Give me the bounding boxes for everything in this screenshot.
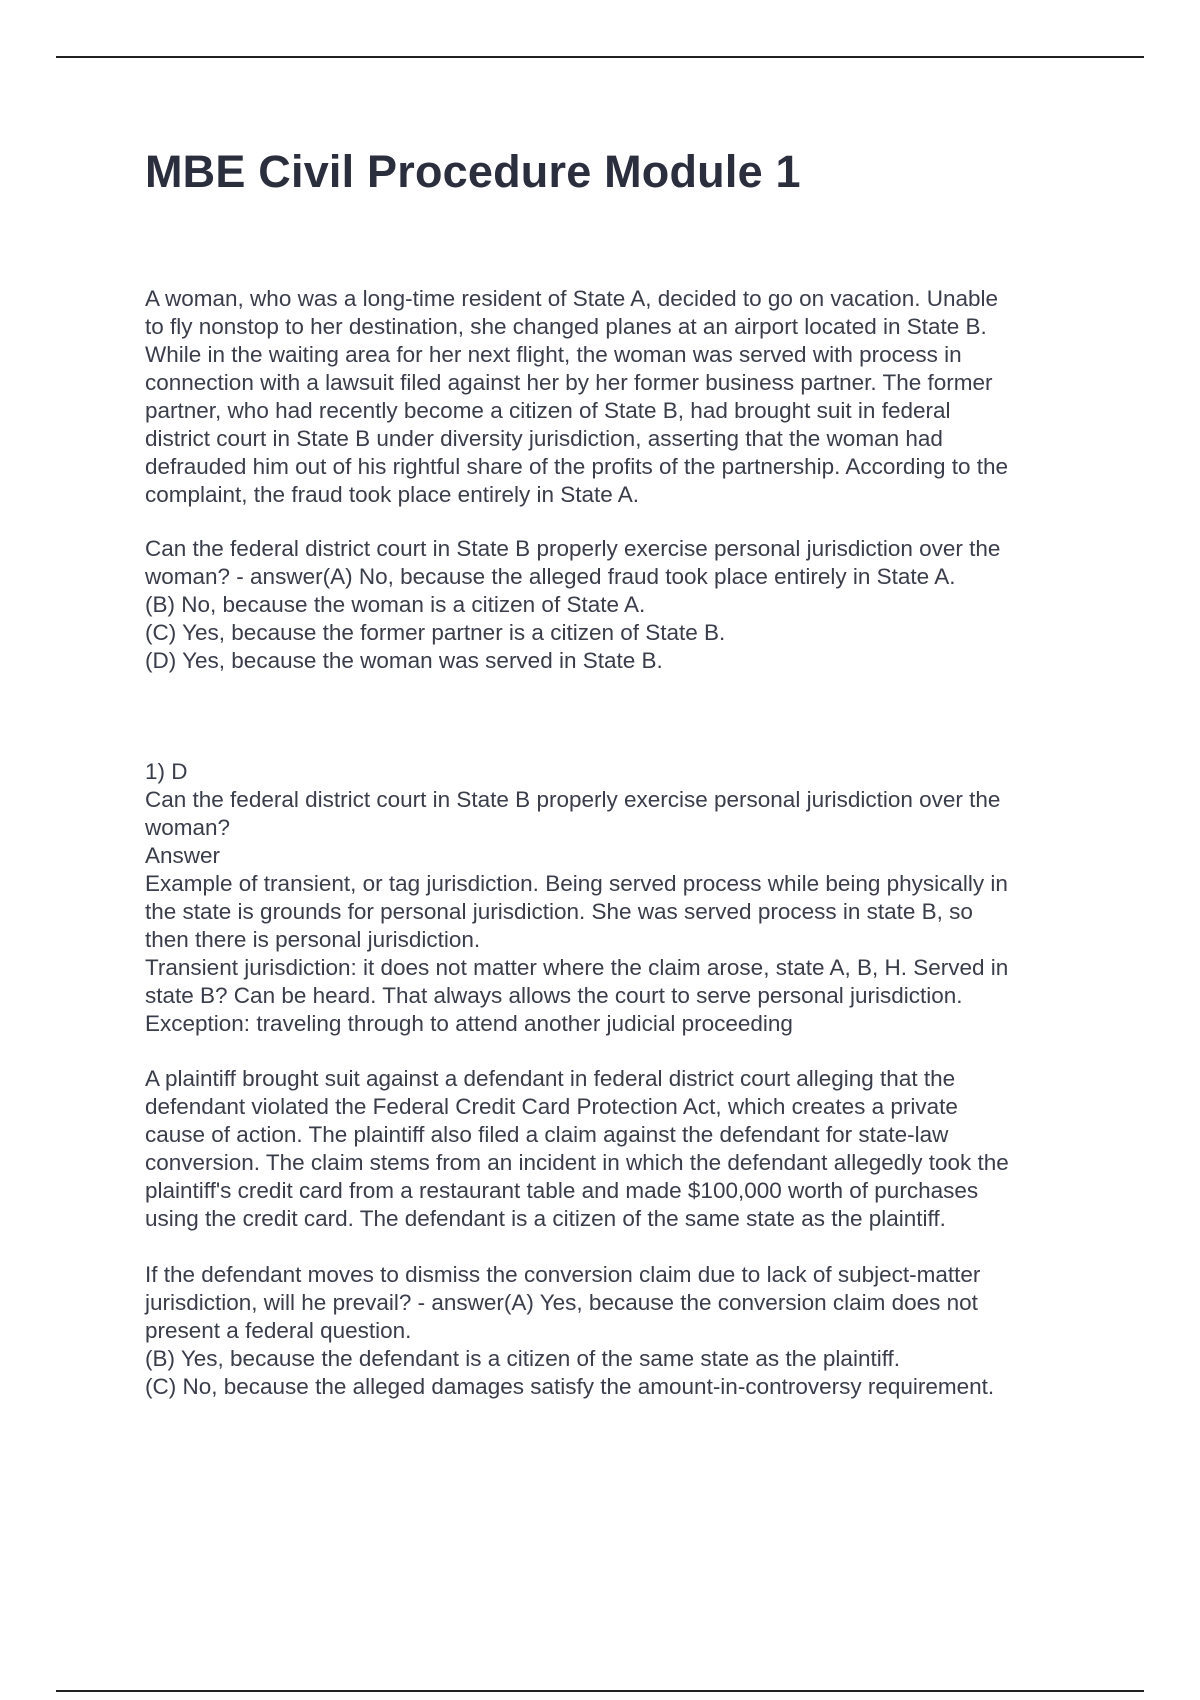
text-line: connection with a lawsuit filed against her by her former business partner. The former — [145, 370, 993, 395]
text-line: the state is grounds for personal jurisdiction. She was served process in state B, so — [145, 899, 973, 924]
question-line: woman? - answer(A) No, because the alleged fraud took place entirely in State A. — [145, 564, 956, 589]
question-line: If the defendant moves to dismiss the conversion claim due to lack of subject-matter — [145, 1262, 981, 1287]
text-line: complaint, the fraud took place entirely in State A. — [145, 482, 640, 507]
text-line: Can the federal district court in State B properly exercise personal jurisdiction over the — [145, 787, 1001, 812]
text-line: Transient jurisdiction: it does not matter where the claim arose, state A, B, H. Served in — [145, 955, 1009, 980]
answer-choice: (D) Yes, because the woman was served in State B. — [145, 648, 663, 673]
text-line: district court in State B under diversity jurisdiction, asserting that the woman had — [145, 426, 943, 451]
answer-choice: (C) No, because the alleged damages satisfy the amount-in-controversy requirement. — [145, 1374, 995, 1399]
question-2-prompt-and-choices — [145, 1261, 1085, 1401]
question-line: jurisdiction, will he prevail? - answer(A) Yes, because the conversion claim does not — [145, 1290, 978, 1315]
text-line: woman? — [145, 815, 231, 840]
text-line: defendant violated the Federal Credit Card Protection Act, which creates a private — [145, 1094, 958, 1119]
answer-choice: (B) No, because the woman is a citizen of State A. — [145, 592, 646, 617]
answer-choice: (B) Yes, because the defendant is a citizen of the same state as the plaintiff. — [145, 1346, 901, 1371]
text-line: conversion. The claim stems from an incident in which the defendant allegedly took the — [145, 1150, 1009, 1175]
question-1-answer-explanation — [145, 758, 1085, 1038]
text-line: While in the waiting area for her next flight, the woman was served with process in — [145, 342, 962, 367]
text-line: A plaintiff brought suit against a defendant in federal district court alleging that the — [145, 1066, 956, 1091]
text-line: using the credit card. The defendant is a citizen of the same state as the plaintiff. — [145, 1206, 946, 1231]
bottom-divider — [56, 1690, 1144, 1692]
text-line: partner, who had recently become a citizen of State B, had brought suit in federal — [145, 398, 951, 423]
answer-key: 1) D — [145, 759, 188, 784]
text-line: to fly nonstop to her destination, she changed planes at an airport located in State B. — [145, 314, 987, 339]
question-line: Can the federal district court in State B properly exercise personal jurisdiction over the — [145, 536, 1001, 561]
page-title: MBE Civil Procedure Module 1 — [145, 146, 801, 197]
text-line: plaintiff's credit card from a restaurant table and made $100,000 worth of purchases — [145, 1178, 979, 1203]
question-line: present a federal question. — [145, 1318, 412, 1343]
text-line: Exception: traveling through to attend another judicial proceeding — [145, 1011, 793, 1036]
top-divider — [56, 56, 1144, 58]
answer-choice: (C) Yes, because the former partner is a citizen of State B. — [145, 620, 726, 645]
answer-heading: Answer — [145, 843, 221, 868]
question-1-prompt-and-choices — [145, 535, 1085, 675]
question-2-scenario — [145, 1065, 1085, 1233]
text-line: state B? Can be heard. That always allows the court to serve personal jurisdiction. — [145, 983, 963, 1008]
question-1-scenario — [145, 285, 1085, 509]
text-line: cause of action. The plaintiff also filed a claim against the defendant for state-law — [145, 1122, 949, 1147]
text-line: then there is personal jurisdiction. — [145, 927, 481, 952]
text-line: Example of transient, or tag jurisdiction. Being served process while being physically in — [145, 871, 1008, 896]
text-line: defrauded him out of his rightful share of the profits of the partnership. According to the — [145, 454, 1009, 479]
text-line: A woman, who was a long-time resident of State A, decided to go on vacation. Unable — [145, 286, 999, 311]
